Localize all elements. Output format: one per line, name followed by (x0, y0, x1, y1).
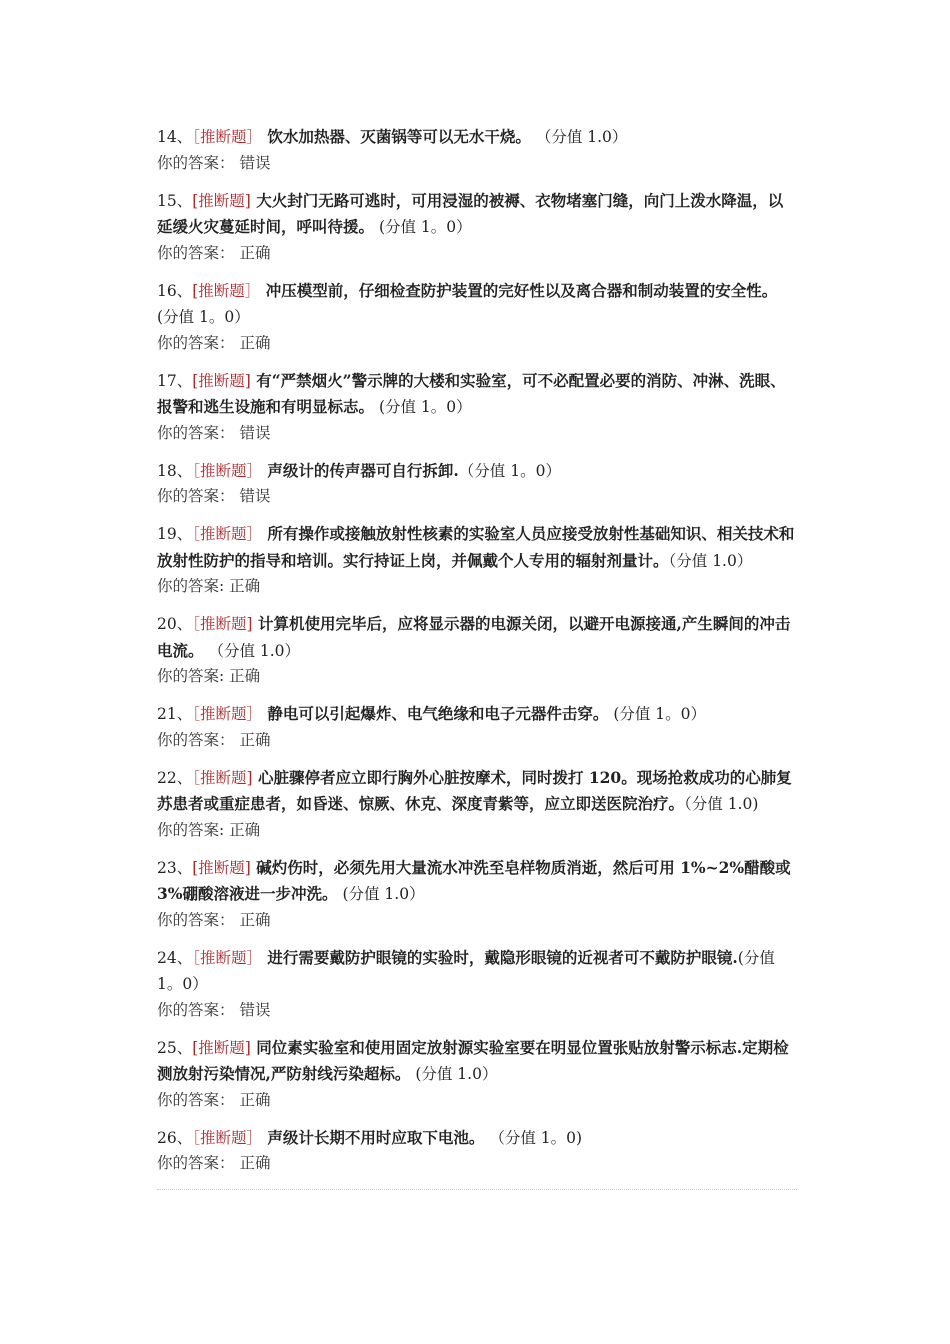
answer-value: 错误 (234, 423, 271, 442)
answer-label: 你的答案: (157, 667, 225, 685)
question-item (157, 521, 797, 599)
question-number: 22、 (157, 768, 193, 787)
question-stem: 心脏骤停者应立即行胸外心脏按摩术，同时拨打 120。现场抢救成功的心肺复苏患者或重症患者，如昏迷、惊厥、休克、深度青紫等，应立即送医院治疗。 (157, 767, 792, 813)
answer-label: 你的答案： (157, 423, 235, 442)
answer-value: 正确 (234, 333, 271, 352)
question-number: 24、 (157, 948, 193, 967)
question-score: (分值 1。0） (374, 218, 472, 236)
answer-label: 你的答案： (157, 333, 235, 352)
question-stem: 有“严禁烟火”警示牌的大楼和实验室，可不必配置必要的消防、冲淋、洗眼、报警和逃生设施和有明显标志。 (157, 370, 786, 416)
question-text (157, 611, 797, 664)
answer-line (157, 331, 797, 356)
answer-value: 正确 (234, 1154, 271, 1172)
question-stem: 声级计的传声器可自行拆卸. (262, 460, 459, 480)
question-text (157, 1035, 797, 1088)
question-type-tag: ［推断题] (192, 768, 253, 787)
question-text (157, 278, 797, 331)
question-stem: 冲压模型前，仔细检查防护装置的完好性以及离合器和制动装置的安全性。 (260, 280, 778, 300)
question-text (157, 765, 797, 818)
question-stem: 所有操作或接触放射性核素的实验室人员应接受放射性基础知识、相关技术和放射性防护的指导和培训。实行持证上岗，并佩戴个人专用的辐射剂量计。 (157, 524, 795, 570)
answer-value: 错误 (234, 153, 271, 172)
answer-value: 错误 (234, 487, 271, 505)
question-item (157, 701, 797, 753)
question-score: （分值 1.0） (203, 641, 301, 660)
answer-line (157, 484, 797, 509)
answer-value: 错误 (234, 1000, 271, 1019)
question-item (157, 855, 797, 933)
question-score: （分值 1.0） (530, 128, 628, 146)
question-item (157, 1125, 797, 1177)
question-stem: 进行需要戴防护眼镜的实验时，戴隐形眼镜的近视者可不戴防护眼镜. (262, 947, 738, 967)
question-item (157, 124, 797, 176)
question-score: （分值 1。0) (484, 1128, 583, 1147)
question-stem: 饮水加热器、灭菌锅等可以无水干烧。 (262, 127, 531, 146)
answer-value: 正确 (224, 820, 261, 839)
answer-value: 正确 (234, 243, 271, 262)
answer-label: 你的答案: (157, 577, 225, 595)
divider-line (157, 1189, 797, 1190)
question-item (157, 1035, 797, 1113)
answer-line (157, 1151, 797, 1176)
answer-line (157, 818, 797, 843)
question-stem: 计算机使用完毕后，应将显示器的电源关闭，以避开电源接通,产生瞬间的冲击电流。 (157, 614, 791, 660)
question-item (157, 458, 797, 510)
question-text (157, 521, 797, 574)
question-number: 14、 (157, 128, 193, 146)
question-number: 15、 (157, 191, 193, 210)
question-type-tag: [推断题］ (192, 281, 261, 300)
answer-value: 正确 (224, 577, 261, 595)
question-text (157, 368, 797, 421)
question-score: (分值 1。0） (608, 705, 707, 723)
answer-line (157, 908, 797, 933)
question-score: (分值 1。0） (157, 308, 250, 326)
question-text (157, 124, 797, 151)
question-text (157, 701, 797, 728)
question-number: 20、 (157, 615, 193, 633)
answer-label: 你的答案： (157, 1000, 235, 1019)
question-type-tag: [推断题] (192, 1038, 251, 1057)
answer-label: 你的答案： (157, 243, 235, 262)
question-item (157, 611, 797, 689)
answer-line (157, 998, 797, 1023)
question-type-tag: [推断题] (192, 371, 251, 390)
question-stem: 同位素实验室和使用固定放射源实验室要在明显位置张贴放射警示标志.定期检测放射污染情况,严防射线污染超标。 (157, 1037, 789, 1083)
answer-label: 你的答案： (157, 153, 235, 172)
question-score: （分值 1.0） (668, 551, 753, 570)
question-type-tag: [推断题] (192, 858, 251, 877)
answer-label: 你的答案： (157, 910, 235, 929)
answer-value: 正确 (234, 730, 271, 749)
question-score: (分值 1.0） (410, 1065, 498, 1083)
question-text (157, 188, 797, 241)
question-stem: 大火封门无路可逃时，可用浸湿的被褥、衣物堵塞门缝，向门上泼水降温，以延缓火灾蔓延时间，呼叫待援。 (157, 190, 784, 236)
question-item (157, 945, 797, 1023)
answer-label: 你的答案： (157, 730, 235, 749)
question-score: (分值 1。0） (157, 948, 775, 993)
question-number: 21、 (157, 705, 193, 723)
answer-label: 你的答案： (157, 487, 235, 505)
answer-line (157, 1088, 797, 1113)
answer-label: 你的答案： (157, 1090, 235, 1109)
question-score: （分值 1。0） (458, 461, 561, 480)
answer-line (157, 574, 797, 599)
answer-line (157, 151, 797, 176)
question-type-tag: ［推断题] (192, 615, 253, 633)
question-number: 17、 (157, 371, 193, 390)
question-item (157, 278, 797, 356)
question-number: 25、 (157, 1038, 193, 1057)
answer-value: 正确 (234, 910, 271, 929)
question-number: 26、 (157, 1128, 193, 1147)
question-number: 18、 (157, 461, 193, 480)
answer-label: 你的答案: (157, 820, 225, 839)
question-text (157, 855, 797, 908)
question-type-tag: ［推断题］ (192, 705, 262, 723)
answer-value: 正确 (234, 1090, 271, 1109)
question-number: 23、 (157, 858, 193, 877)
question-type-tag: ［推断题］ (192, 948, 262, 967)
question-item (157, 765, 797, 843)
question-type-tag: ［推断题］ (192, 461, 262, 480)
question-list (157, 124, 797, 1188)
answer-line (157, 728, 797, 753)
answer-value: 正确 (224, 667, 261, 685)
question-type-tag: [推断题] (192, 191, 251, 210)
question-score: （分值 1.0) (684, 795, 759, 813)
question-item (157, 188, 797, 266)
question-type-tag: ［推断题］ (192, 1128, 262, 1147)
question-stem: 碱灼伤时，必须先用大量流水冲洗至皂样物质消逝，然后可用 1%~2%醋酸或 3%硼酸溶液进一步冲洗。 (157, 857, 791, 903)
answer-line (157, 421, 797, 446)
answer-line (157, 241, 797, 266)
answer-line (157, 664, 797, 689)
question-text (157, 945, 797, 998)
question-number: 19、 (157, 525, 193, 543)
answer-label: 你的答案： (157, 1154, 235, 1172)
question-number: 16、 (157, 281, 193, 300)
question-stem: 声级计长期不用时应取下电池。 (262, 1127, 485, 1147)
question-text (157, 458, 797, 485)
question-score: (分值 1。0） (374, 398, 472, 416)
question-item (157, 368, 797, 446)
question-type-tag: ［推断题］ (192, 525, 262, 543)
question-score: (分值 1.0） (337, 885, 425, 903)
question-text (157, 1125, 797, 1152)
question-type-tag: ［推断题］ (192, 128, 262, 146)
question-stem: 静电可以引起爆炸、电气绝缘和电子元器件击穿。 (262, 704, 609, 723)
